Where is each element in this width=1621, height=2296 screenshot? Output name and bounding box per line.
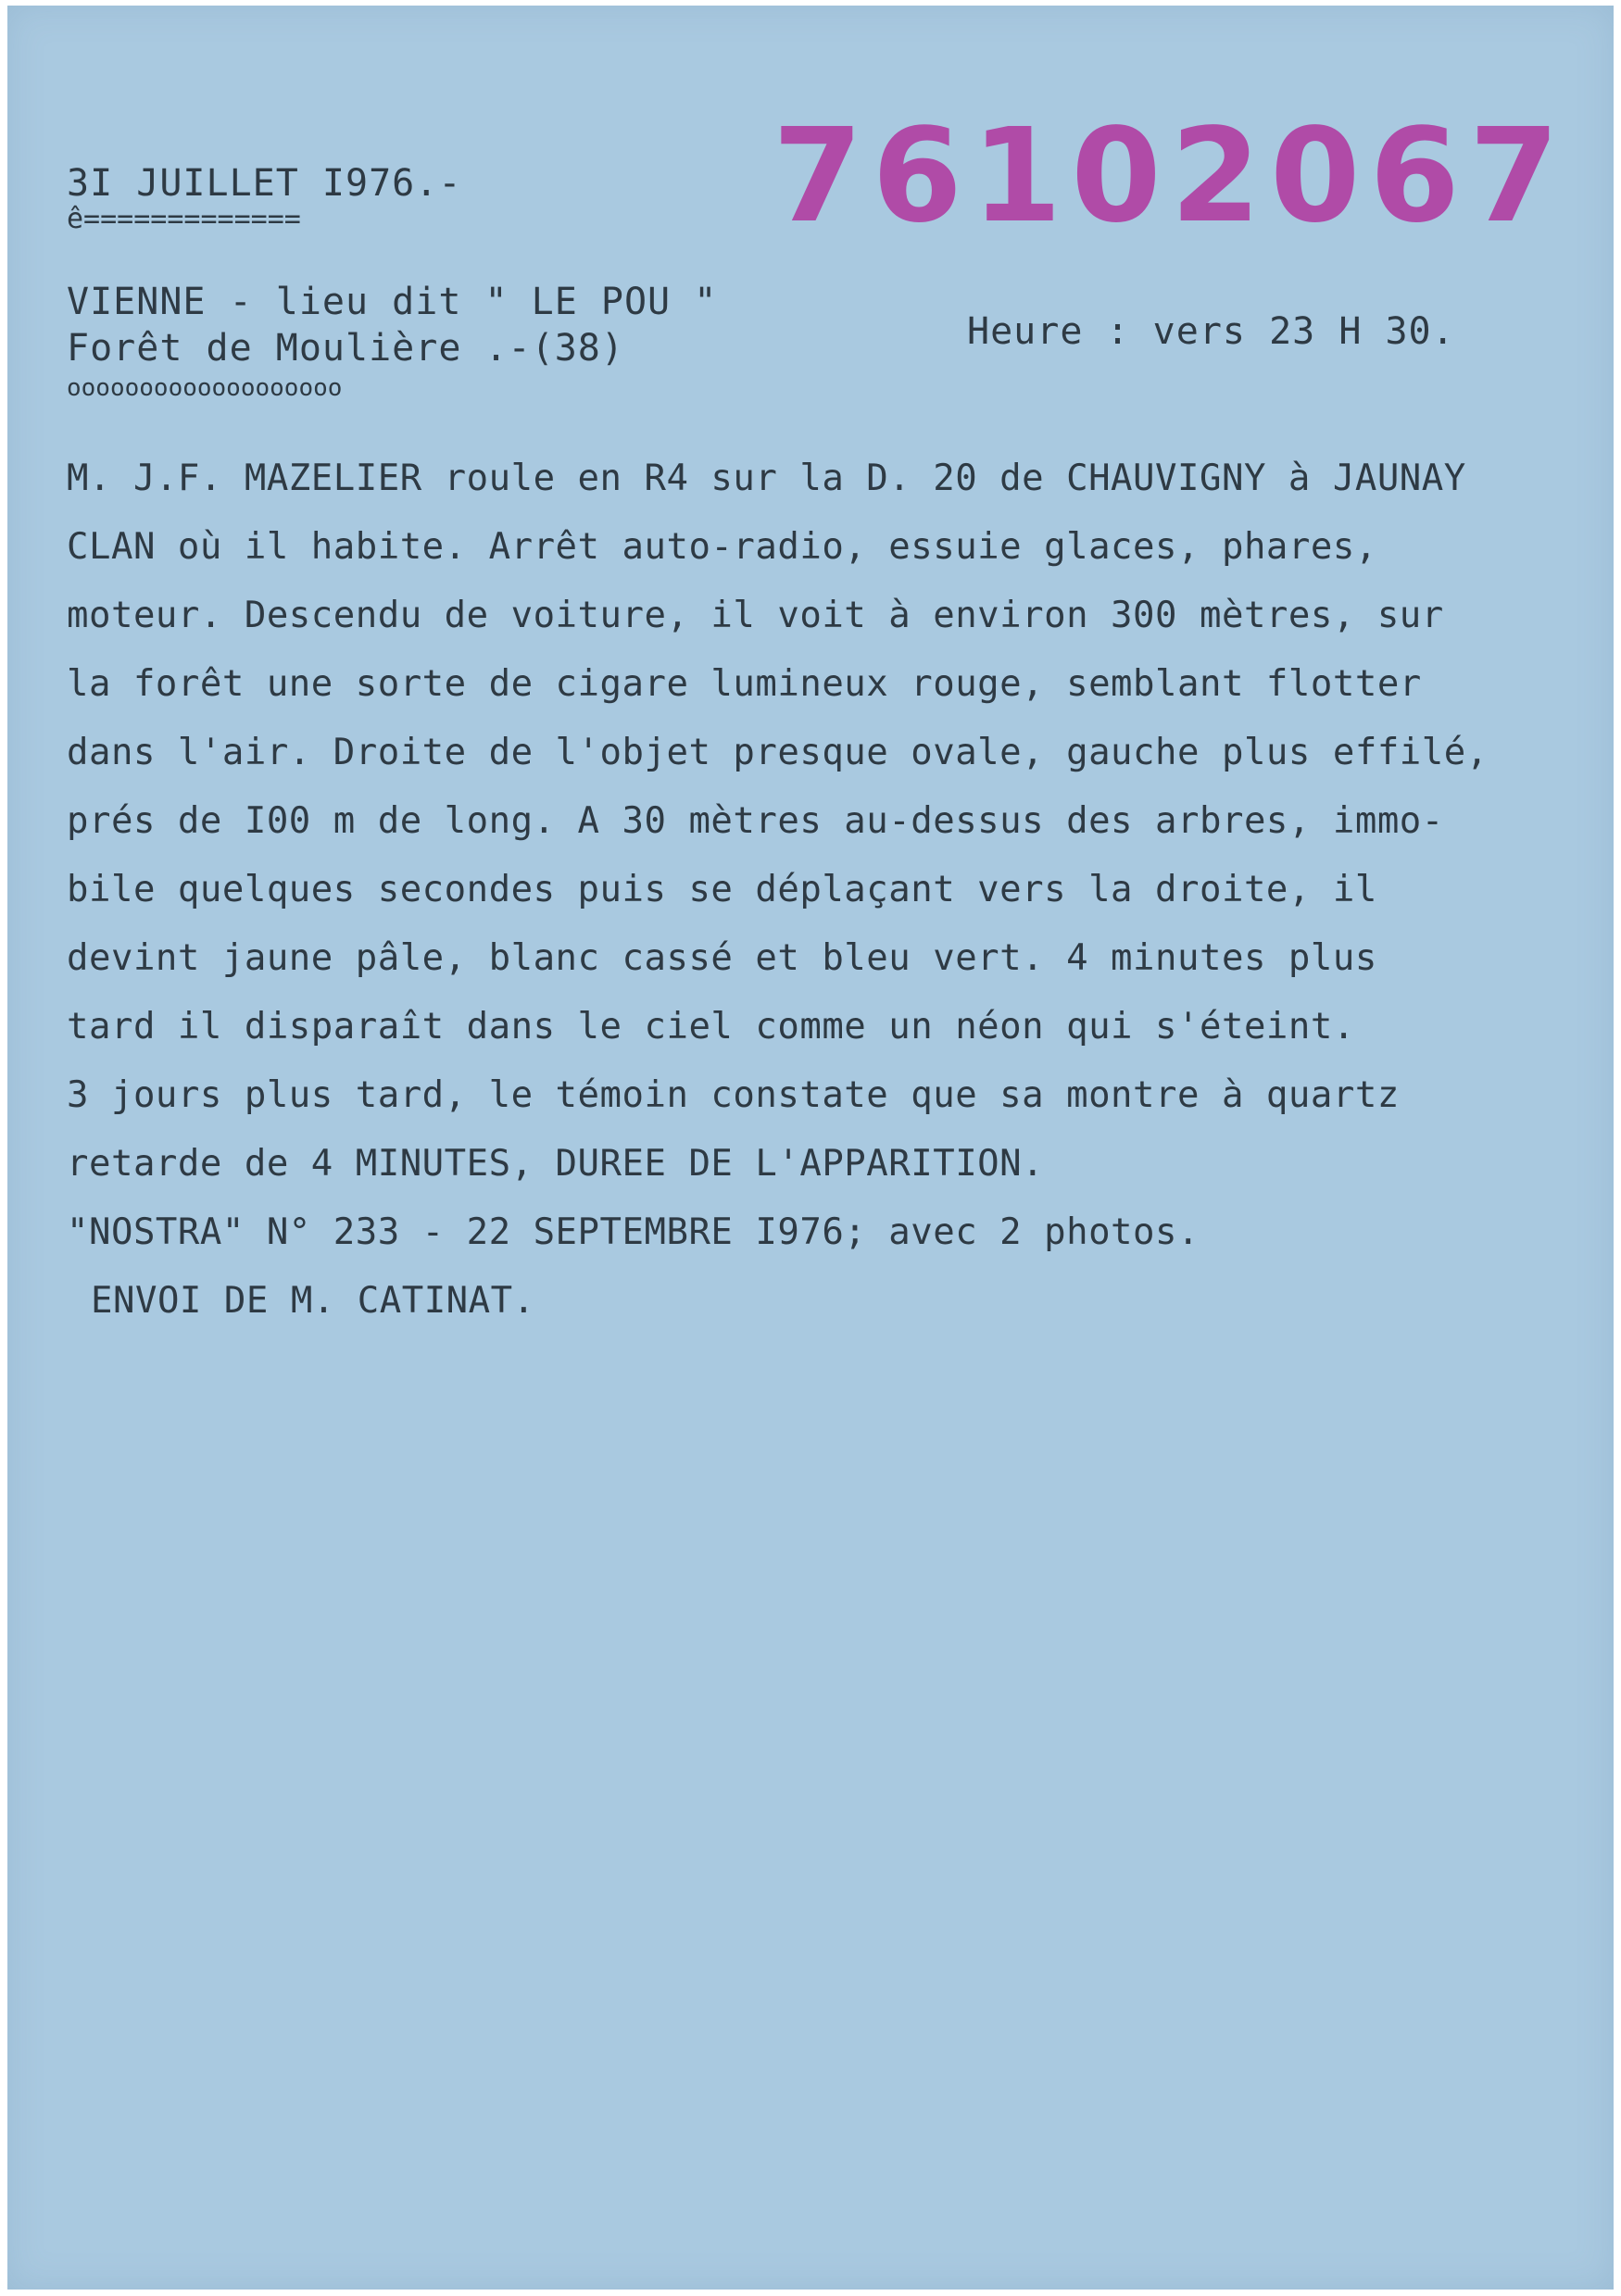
location-underline: ooooooooooooooooooo [67, 374, 343, 402]
location-line-2: Forêt de Moulière .-(38) [67, 327, 624, 370]
body-line: moteur. Descendu de voiture, il voit à environ 300 mètres, sur [67, 595, 1444, 636]
report-body [67, 445, 1612, 1336]
body-line: devint jaune pâle, blanc cassé et bleu vert. 4 minutes plus [67, 937, 1377, 979]
report-date: 3I JUILLET I976.- [67, 162, 462, 205]
date-underline: ê============= [67, 203, 301, 235]
source-reference: "NOSTRA" N° 233 - 22 SEPTEMBRE I976; avec 2 photos. [67, 1211, 1200, 1253]
body-line: la forêt une sorte de cigare lumineux rouge, semblant flotter [67, 663, 1422, 705]
body-line: prés de I00 m de long. A 30 mètres au-dessus des arbres, immo- [67, 800, 1444, 842]
body-line: retarde de 4 MINUTES, DUREE DE L'APPARITION. [67, 1143, 1045, 1185]
body-line: bile quelques secondes puis se déplaçant vers la droite, il [67, 869, 1377, 910]
sender-line: ENVOI DE M. CATINAT. [91, 1280, 535, 1322]
body-line: 3 jours plus tard, le témoin constate que sa montre à quartz [67, 1074, 1400, 1116]
body-line: dans l'air. Droite de l'objet presque ovale, gauche plus effilé, [67, 732, 1489, 773]
document-page [7, 6, 1614, 2290]
sighting-time: Heure : vers 23 H 30. [967, 310, 1455, 353]
body-line: CLAN où il habite. Arrêt auto-radio, essuie glaces, phares, [67, 526, 1377, 568]
case-number-stamp: 76102067 [773, 101, 1569, 252]
body-line: M. J.F. MAZELIER roule en R4 sur la D. 20 de CHAUVIGNY à JAUNAY [67, 458, 1466, 499]
body-line: tard il disparaît dans le ciel comme un néon qui s'éteint. [67, 1006, 1355, 1048]
location-line-1: VIENNE - lieu dit " LE POU " [67, 281, 718, 323]
